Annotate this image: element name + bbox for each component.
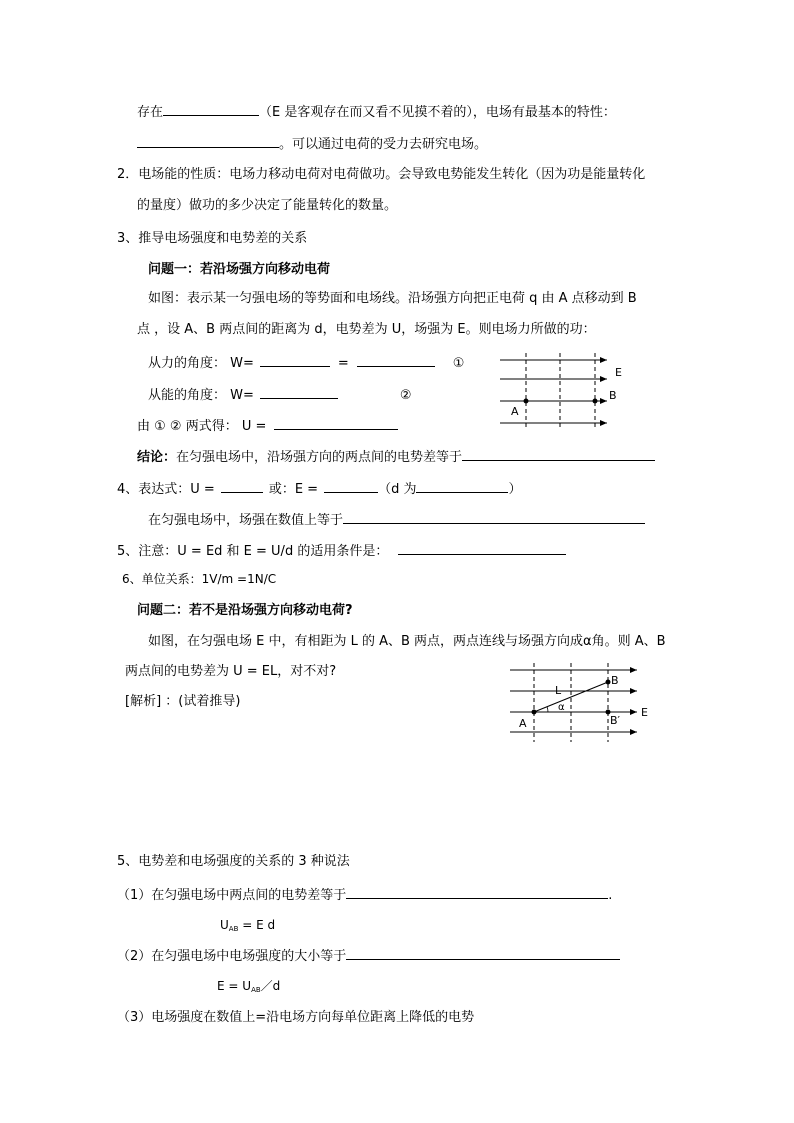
text: 从力的角度： W= — [148, 356, 254, 371]
line-21: 5、电势差和电场强度的关系的 3 种说法 — [117, 854, 350, 869]
text: 4、表达式：U = — [117, 482, 215, 497]
line-12 — [137, 448, 655, 466]
line-17: 问题二：若不是沿场强方向移动电荷? — [137, 603, 353, 618]
equipotential-lines — [526, 353, 595, 430]
text: ） — [508, 482, 522, 497]
line-26: （3）电场强度在数值上=沿电场方向每单位距离上降低的电势 — [117, 1010, 475, 1025]
line-10 — [148, 386, 412, 404]
circled-number: ① — [452, 356, 465, 371]
text: （E 是客观存在而又看不见摸不着的），电场有最基本的特性： — [259, 105, 616, 120]
fill-blank[interactable] — [346, 947, 620, 960]
point-a — [524, 399, 529, 404]
line-6: 问题一：若沿场强方向移动电荷 — [148, 262, 331, 277]
line-23 — [220, 917, 275, 937]
subscript: AB — [251, 986, 261, 994]
fill-blank[interactable] — [274, 417, 398, 430]
line-19: 两点间的电势差为 U = EL，对不对? — [125, 664, 337, 679]
line-8: 点 ，设 A、B 两点间的距离为 d，电势差为 U，场强为 E。则电场力所做的功： — [137, 322, 596, 337]
label-l: L — [555, 684, 562, 697]
text: ／d — [260, 979, 281, 993]
point-b — [593, 399, 598, 404]
line-25 — [217, 978, 280, 998]
text: 5、注意：U = Ed 和 E = U/d 的适用条件是： — [117, 544, 389, 559]
text: 在匀强电场中，场强在数值上等于 — [148, 513, 344, 528]
label-b: B — [611, 674, 619, 687]
equipotential-lines — [534, 663, 608, 742]
text: 。可以通过电荷的受力去研究电场。 — [279, 137, 488, 152]
line-2 — [137, 135, 487, 153]
fill-blank[interactable] — [346, 886, 608, 899]
line-24 — [117, 947, 620, 965]
conclusion-label: 结论： — [137, 450, 177, 465]
text: E = U — [217, 979, 252, 993]
label-b-prime: B′ — [610, 714, 621, 727]
fill-blank[interactable] — [260, 354, 330, 367]
fill-blank[interactable] — [163, 103, 259, 116]
line-15 — [117, 542, 566, 560]
angle-arc — [547, 707, 548, 712]
line-16: 6、单位关系：1V/m =1N/C — [122, 572, 277, 586]
fill-blank[interactable] — [416, 480, 508, 493]
fill-blank[interactable] — [357, 354, 435, 367]
line-14 — [148, 511, 645, 529]
text: 或：E = — [268, 482, 319, 497]
fill-blank[interactable] — [324, 480, 378, 493]
line-3: 2．电场能的性质：电场力移动电荷对电荷做功。会导致电势能发生转化（因为功是能量转化 — [117, 167, 646, 182]
label-a: A — [511, 405, 519, 418]
text: （1）在匀强电场中两点间的电势差等于 — [117, 888, 347, 903]
line-18: 如图，在匀强电场 E 中，有相距为 L 的 A、B 两点，两点连线与场强方向成α角。则 A、B — [148, 634, 666, 649]
text: （d 为 — [378, 482, 417, 497]
label-e: E — [615, 366, 622, 379]
line-22 — [117, 886, 612, 904]
circled-number: ② — [399, 388, 412, 403]
text: 由 ① ② 两式得： U = — [137, 419, 267, 434]
line-11 — [137, 417, 398, 435]
line-4: 的量度）做功的多少决定了能量转化的数量。 — [137, 198, 398, 213]
subscript: AB — [228, 925, 239, 933]
text: （2）在匀强电场中电场强度的大小等于 — [117, 949, 347, 964]
text: = E d — [238, 918, 276, 932]
label-alpha: α — [558, 702, 565, 713]
fill-blank[interactable] — [260, 386, 338, 399]
point-a — [532, 710, 537, 715]
line-1 — [137, 103, 616, 121]
field-diagram-1 — [495, 350, 625, 435]
line-5: 3、推导电场强度和电势差的关系 — [117, 231, 308, 246]
field-diagram-2 — [510, 660, 660, 745]
point-b — [606, 680, 611, 685]
line-20: [解析] ：(试着推导) — [125, 694, 241, 709]
fill-blank[interactable] — [137, 135, 279, 148]
label-b: B — [609, 389, 617, 402]
line-13 — [117, 480, 521, 498]
text: 存在 — [137, 105, 164, 120]
line-9 — [148, 354, 464, 372]
text: U — [220, 918, 229, 932]
text: 从能的角度： W= — [148, 388, 254, 403]
fill-blank[interactable] — [221, 480, 263, 493]
text: = — [337, 356, 349, 371]
label-e: E — [641, 706, 648, 719]
fill-blank[interactable] — [398, 542, 566, 555]
fill-blank[interactable] — [343, 511, 645, 524]
text: . — [608, 888, 613, 903]
text: 在匀强电场中，沿场强方向的两点间的电势差等于 — [176, 450, 463, 465]
line-7: 如图：表示某一匀强电场的等势面和电场线。沿场强方向把正电荷 q 由 A 点移动到 B — [148, 291, 637, 306]
fill-blank[interactable] — [462, 448, 655, 461]
label-a: A — [519, 717, 527, 730]
